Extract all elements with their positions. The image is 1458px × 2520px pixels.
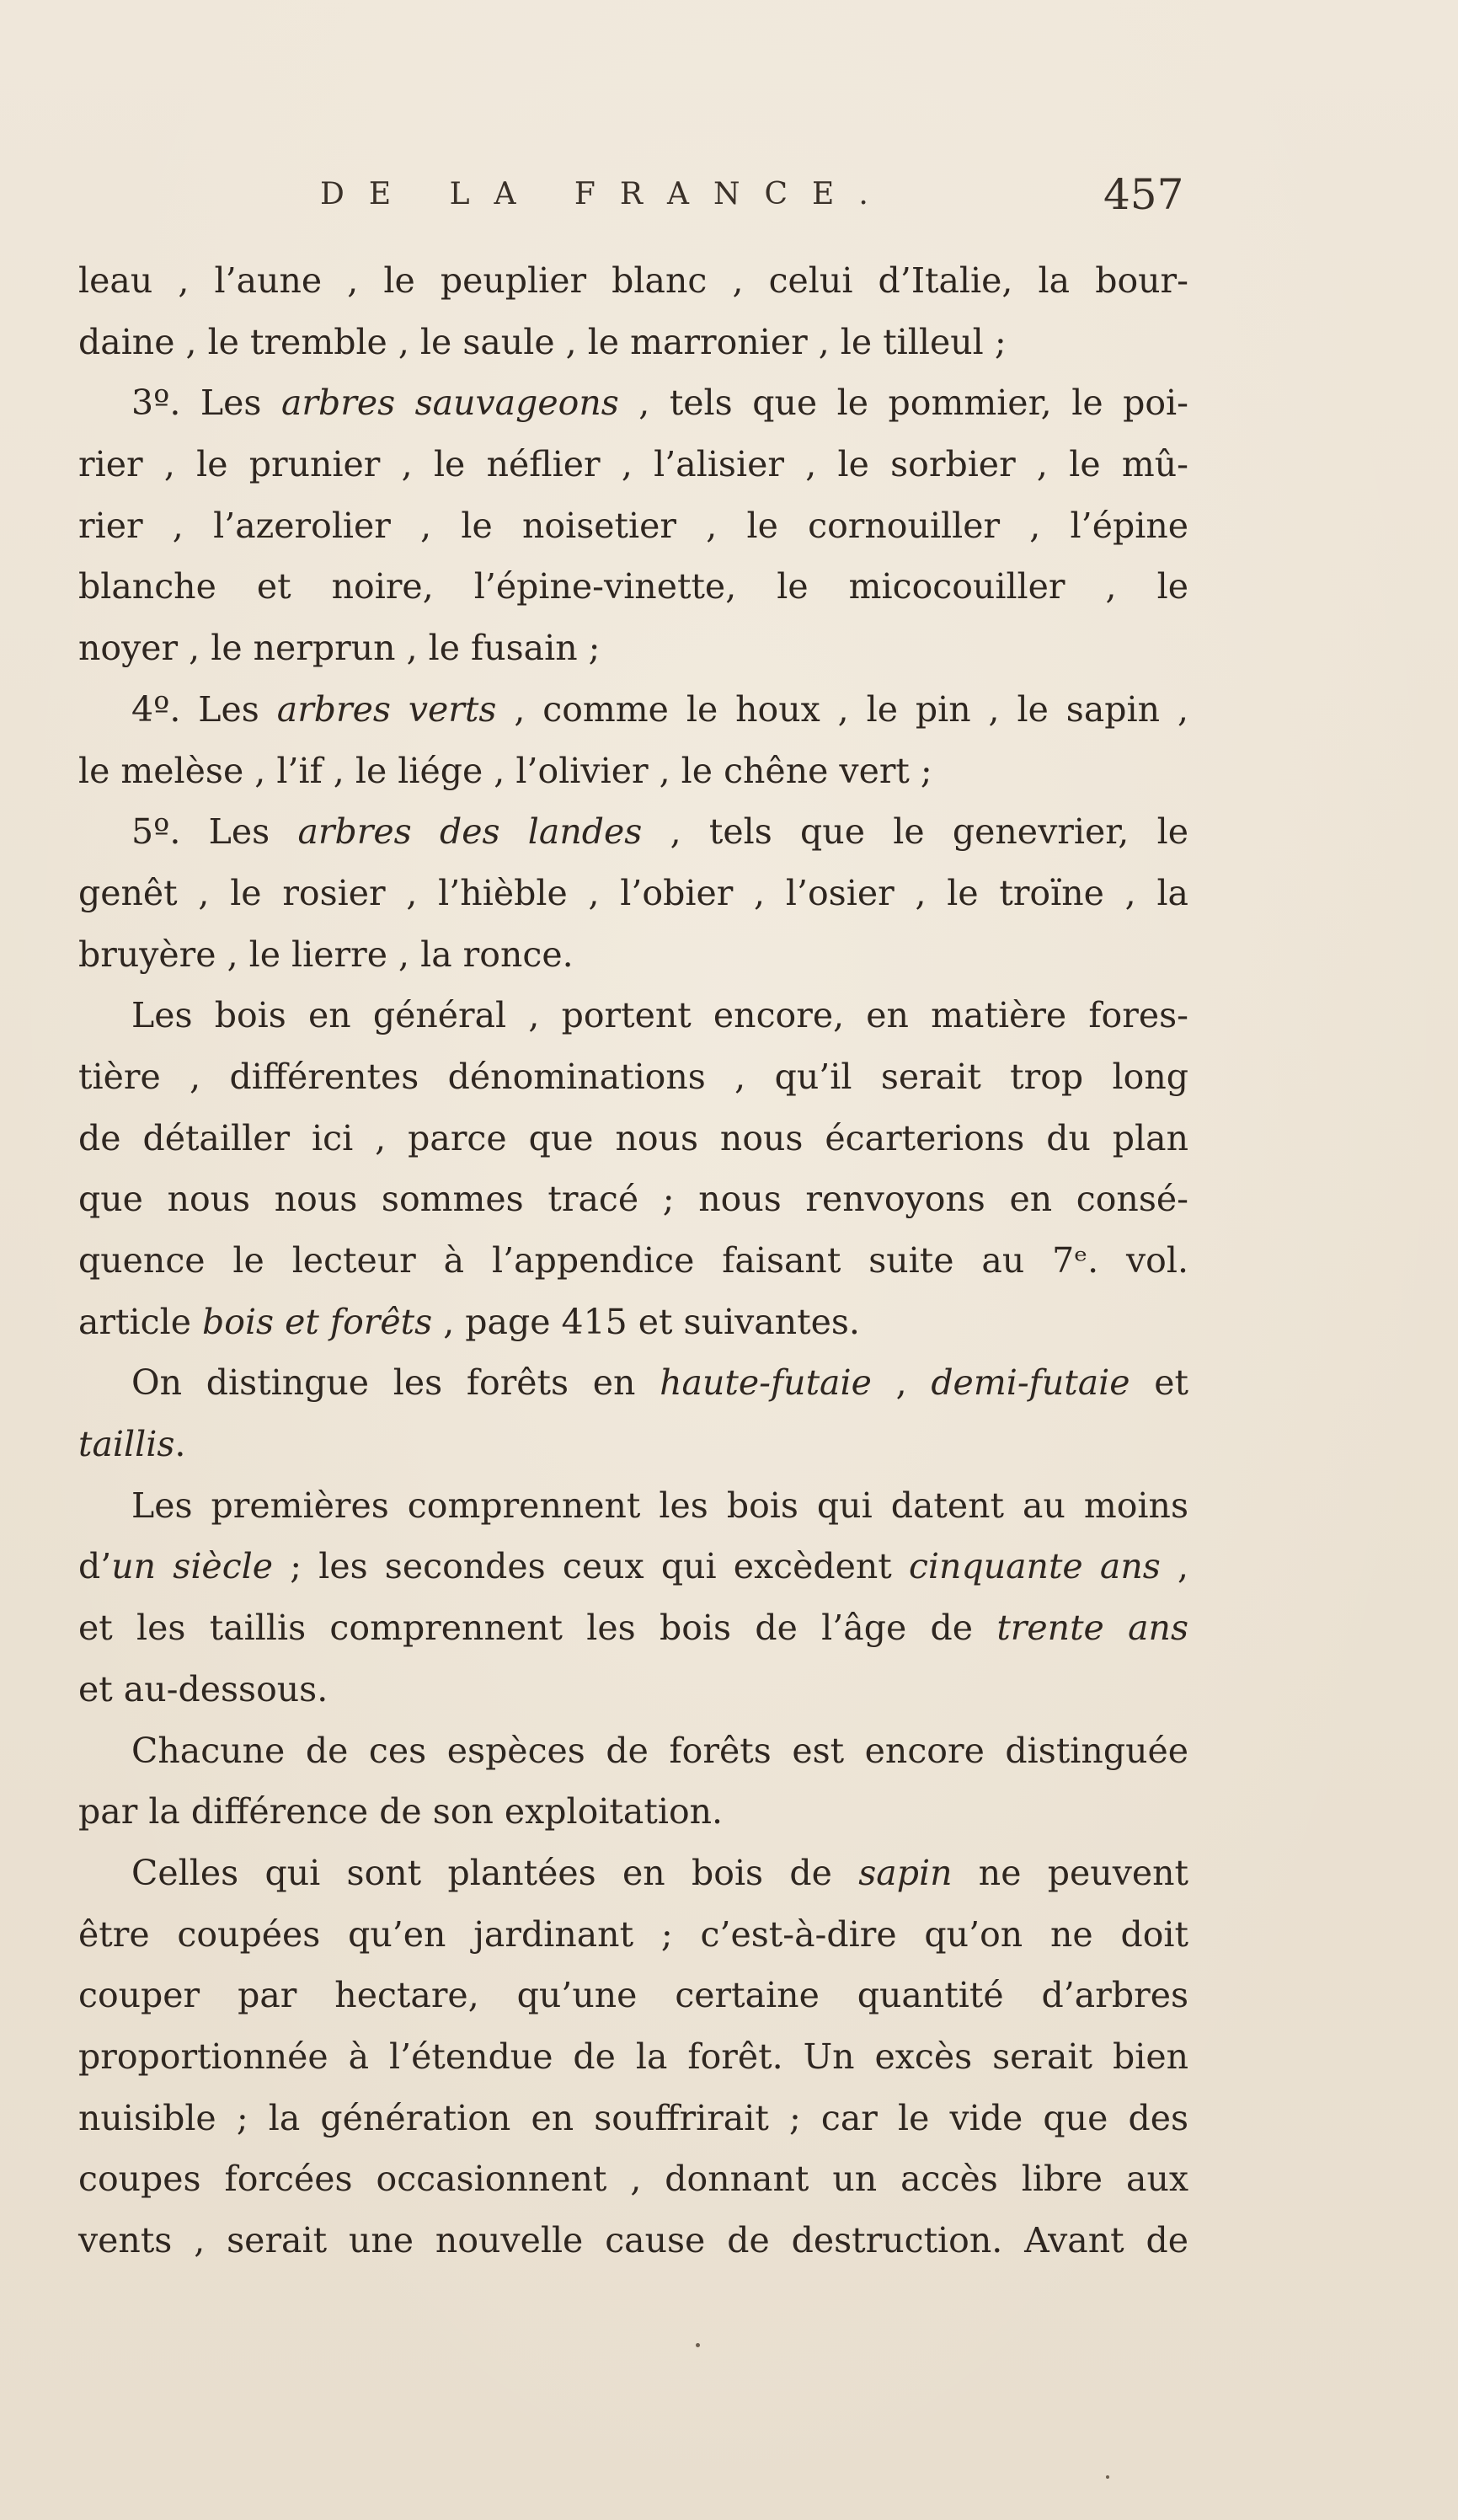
paper-speck xyxy=(1106,2475,1109,2479)
text-line xyxy=(78,1169,1188,1230)
text-line xyxy=(78,679,1188,741)
text-run: daine , le tremble , le saule , le marronier , le tilleul ; xyxy=(78,321,1007,362)
text-run: d’ xyxy=(78,1546,112,1587)
text-run: et les taillis comprennent les bois de l’âge de xyxy=(78,1608,997,1649)
text-line xyxy=(78,1659,1188,1720)
text-line xyxy=(78,1108,1188,1169)
text-line xyxy=(78,863,1188,924)
text-line xyxy=(78,372,1188,434)
text-run: Chacune de ces espèces de forêts est encore distinguée xyxy=(131,1730,1188,1771)
page-number: 457 xyxy=(1103,170,1184,219)
text-line xyxy=(78,1475,1188,1537)
text-line xyxy=(78,2088,1188,2149)
text-line xyxy=(78,924,1188,986)
italic-term: un siècle xyxy=(111,1546,274,1587)
italic-term: cinquante ans xyxy=(908,1546,1161,1587)
text-run: le melèse , l’if , le liége , l’olivier , le chêne vert ; xyxy=(78,750,932,791)
text-line xyxy=(78,2026,1188,2088)
text-run: coupes forcées occasionnent , donnant un accès libre aux xyxy=(78,2159,1188,2200)
text-line xyxy=(78,1904,1188,1966)
text-run: , xyxy=(871,1362,932,1404)
text-line xyxy=(78,495,1188,557)
text-line xyxy=(78,250,1188,312)
text-run: , xyxy=(1160,1546,1188,1587)
text-run: proportionnée à l’étendue de la forêt. Un excès serait bien xyxy=(78,2036,1188,2077)
text-line xyxy=(78,1352,1188,1414)
text-run: et xyxy=(1130,1362,1188,1404)
text-line xyxy=(78,1781,1188,1843)
text-line xyxy=(78,1292,1188,1353)
text-run: par la différence de son exploitation. xyxy=(78,1791,724,1832)
text-run: rier , l’azerolier , le noisetier , le cornouiller , l’épine xyxy=(78,505,1188,546)
italic-term: demi-futaie xyxy=(931,1362,1130,1404)
italic-term: sapin xyxy=(858,1852,953,1893)
text-line xyxy=(78,1536,1188,1597)
text-line xyxy=(78,1965,1188,2026)
text-line xyxy=(78,312,1188,373)
text-line xyxy=(78,741,1188,802)
text-line xyxy=(78,1046,1188,1108)
text-run: , comme le houx , le pin , le sapin , xyxy=(496,688,1188,730)
text-run: , tels que le pommier, le poi- xyxy=(618,383,1188,424)
text-run: ; les secondes ceux qui excèdent xyxy=(273,1546,909,1587)
text-run: quence le lecteur à l’appendice faisant suite au 7ᵉ. vol. xyxy=(78,1240,1188,1281)
italic-term: bois et forêts xyxy=(202,1301,433,1342)
italic-term: trente ans xyxy=(996,1608,1188,1649)
paper-speck xyxy=(696,2343,700,2347)
text-run: On distingue les forêts en xyxy=(131,1362,660,1404)
text-line xyxy=(78,1414,1188,1475)
italic-term: arbres sauvageons xyxy=(280,383,619,424)
page-header xyxy=(0,170,1458,229)
text-run: et au-dessous. xyxy=(78,1668,328,1709)
text-run: Celles qui sont plantées en bois de xyxy=(131,1852,859,1893)
text-run: blanche et noire, l’épine-vinette, le micocouiller , le xyxy=(78,566,1188,607)
text-run: 4º. Les xyxy=(131,688,277,730)
text-run: bruyère , le lierre , la ronce. xyxy=(78,934,574,975)
text-run: . xyxy=(174,1424,186,1465)
italic-term: taillis xyxy=(78,1424,175,1465)
text-line xyxy=(78,434,1188,495)
text-line xyxy=(78,1843,1188,1904)
text-line xyxy=(78,801,1188,863)
text-run: 3º. Les xyxy=(131,383,281,424)
text-line xyxy=(78,618,1188,679)
italic-term: haute-futaie xyxy=(660,1362,872,1404)
text-run: être coupées qu’en jardinant ; c’est-à-dire qu’on ne doit xyxy=(78,1913,1188,1955)
italic-term: arbres des landes xyxy=(297,811,643,853)
text-line xyxy=(78,2210,1188,2271)
text-line xyxy=(78,1597,1188,1659)
italic-term: arbres verts xyxy=(276,688,497,730)
text-run: article xyxy=(78,1301,203,1342)
text-line xyxy=(78,985,1188,1046)
text-run: , page 415 et suivantes. xyxy=(432,1301,860,1342)
text-line xyxy=(78,2148,1188,2210)
text-line xyxy=(78,1720,1188,1782)
text-line xyxy=(78,1230,1188,1292)
text-run: de détailler ici , parce que nous nous écarterions du plan xyxy=(78,1117,1188,1158)
text-run: leau , l’aune , le peuplier blanc , celui d’Italie, la bour- xyxy=(78,260,1188,301)
body-text xyxy=(78,250,1188,2271)
text-run: que nous nous sommes tracé ; nous renvoyons en consé- xyxy=(78,1179,1188,1220)
text-run: couper par hectare, qu’une certaine quantité d’arbres xyxy=(78,1975,1188,2016)
text-run: , tels que le genevrier, le xyxy=(642,811,1188,853)
text-run: rier , le prunier , le néflier , l’alisier , le sorbier , le mû- xyxy=(78,444,1188,485)
text-run: noyer , le nerprun , le fusain ; xyxy=(78,628,601,669)
text-run: Les bois en général , portent encore, en matière fores- xyxy=(131,995,1188,1036)
text-run: 5º. Les xyxy=(131,811,298,853)
text-run: tière , différentes dénominations , qu’il serait trop long xyxy=(78,1056,1188,1097)
running-title: DE LA FRANCE. xyxy=(320,177,893,211)
text-run: vents , serait une nouvelle cause de destruction. Avant de xyxy=(78,2220,1188,2261)
text-run: Les premières comprennent les bois qui datent au moins xyxy=(131,1485,1188,1526)
text-run: nuisible ; la génération en souffrirait ; car le vide que des xyxy=(78,2097,1188,2138)
text-run: ne peuvent xyxy=(952,1852,1188,1893)
text-line xyxy=(78,556,1188,618)
text-run: genêt , le rosier , l’hièble , l’obier , l’osier , le troïne , la xyxy=(78,872,1188,913)
